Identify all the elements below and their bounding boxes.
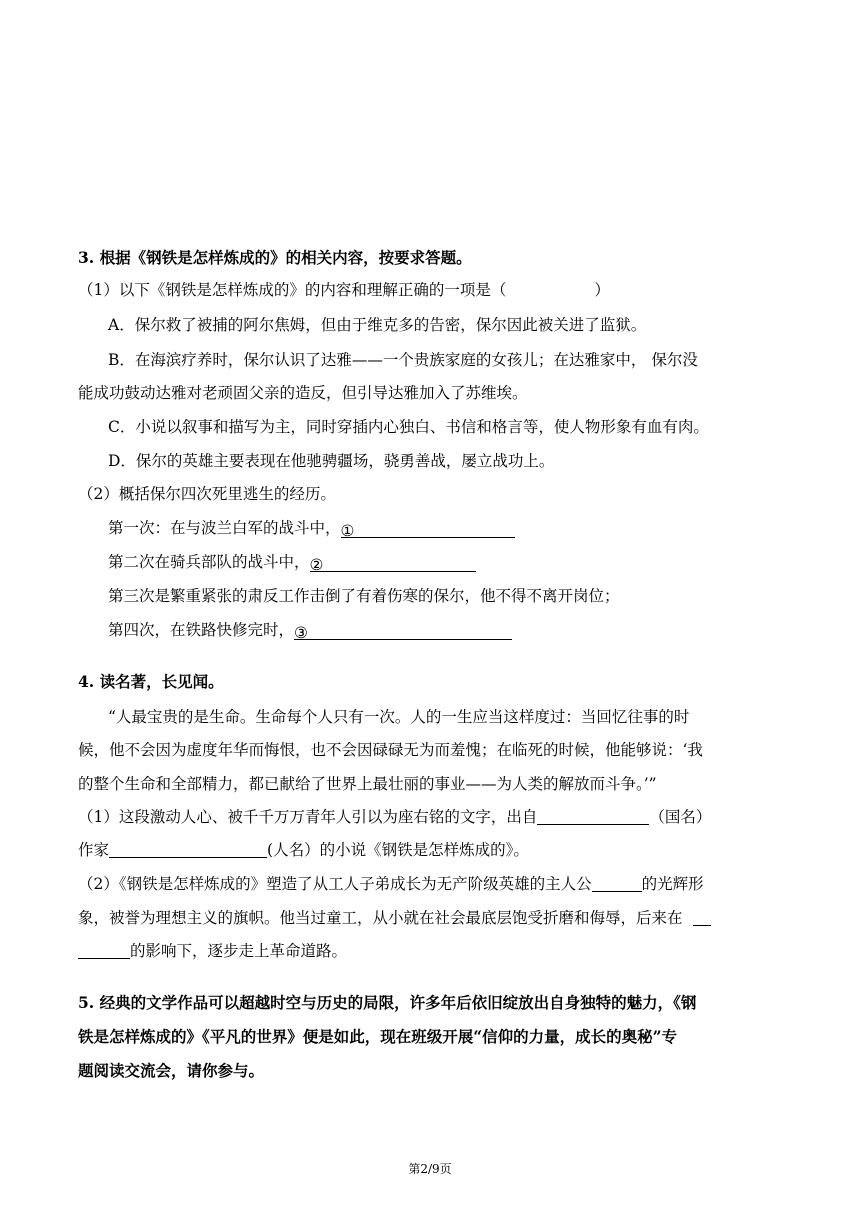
q3-part2: （2）概括保尔四次死里逃生的经历。 (78, 485, 336, 503)
first-escape-text: 第一次：在与波兰白军的战斗中， (108, 519, 341, 537)
q4-part2-text-b: 的光辉形 (641, 875, 704, 893)
first-escape-mark: ① (340, 522, 355, 540)
q5-line1: 5. 经典的文学作品可以超越时空与历史的局限，许多年后依旧绽放出自身独特的魅力，《钢 (78, 993, 697, 1012)
author-blank[interactable] (109, 841, 267, 858)
q4-part2-line3 (78, 941, 347, 961)
q3-title: 3. 根据《钢铁是怎样炼成的》的相关内容，按要求答题。 (78, 248, 472, 267)
q5-line2: 铁是怎样炼成的》《平凡的世界》便是如此，现在班级开展“信仰的力量，成长的奥秘”专 (78, 1027, 678, 1046)
q4-part2-line1 (78, 874, 704, 894)
q3-option-a: A．保尔救了被捕的阿尔焦姆，但由于维克多的告密，保尔因此被关进了监狱。 (108, 316, 647, 334)
q5-line3: 题阅读交流会，请你参与。 (78, 1061, 265, 1080)
q3-fourth-escape (108, 620, 512, 640)
q3-part1-close: ） (594, 281, 610, 299)
q4-quote-line3: 的整个生命和全部精力，都已献给了世界上最壮丽的事业——为人类的解放而斗争。’” (78, 775, 657, 793)
q3-part1 (78, 280, 610, 300)
q4-quote-line2: 候，他不会因为虚度年华而悔恨，也不会因碌碌无为而羞愧；在临死的时候，他能够说：‘我 (78, 741, 703, 759)
protagonist-blank[interactable] (592, 875, 642, 892)
q4-part2-text-c: 象，被誉为理想主义的旗帜。他当过童工，从小就在社会最底层饱受折磨和侮辱，后来在 (78, 909, 683, 927)
influence-blank-end[interactable] (78, 942, 130, 959)
second-escape-text: 第二次在骑兵部队的战斗中， (108, 553, 310, 571)
fourth-escape-blank[interactable] (294, 623, 512, 640)
q3-first-escape (108, 518, 515, 538)
influence-blank-start[interactable] (693, 909, 711, 926)
second-escape-blank[interactable] (310, 555, 476, 572)
page-number: 第2/9页 (408, 1162, 452, 1176)
q3-part1-prompt: （1）以下《钢铁是怎样炼成的》的内容和理解正确的一项是（ (78, 281, 507, 299)
q4-part1-text-b: （国名） (649, 808, 712, 826)
q3-option-b-line2: 能成功鼓动达雅对老顽固父亲的造反，但引导达雅加入了苏维埃。 (78, 384, 528, 402)
q4-part2-text-d: 的影响下，逐步走上革命道路。 (130, 942, 348, 960)
q3-option-b-line1: B．在海滨疗养时，保尔认识了达雅——一个贵族家庭的女孩儿；在达雅家中， 保尔没 (108, 351, 698, 369)
q3-option-d: D．保尔的英雄主要表现在他驰骋疆场，骁勇善战，屡立战功上。 (108, 452, 555, 470)
q4-part1-text-c: 作家 (78, 841, 110, 859)
first-escape-blank[interactable] (341, 521, 515, 538)
q3-option-c: C．小说以叙事和描写为主，同时穿插内心独白、书信和格言等，使人物形象有血有肉。 (108, 418, 709, 436)
q4-part2-line2 (78, 908, 711, 928)
country-blank[interactable] (537, 808, 649, 825)
q4-part1-line2 (78, 840, 529, 860)
q4-part2-text-a: （2）《钢铁是怎样炼成的》塑造了从工人子弟成长为无产阶级英雄的主人公 (78, 875, 592, 893)
fourth-escape-mark: ③ (294, 624, 308, 642)
q4-part1-text-d: (人名）的小说《钢铁是怎样炼成的》。 (267, 841, 529, 859)
q4-part1-text-a: （1）这段激动人心、被千千万万青年人引以为座右铭的文字，出自 (78, 808, 538, 826)
q4-title: 4. 读名著，长见闻。 (78, 672, 224, 691)
second-escape-mark: ② (309, 556, 324, 574)
q4-part1-line1 (78, 807, 711, 827)
fourth-escape-text: 第四次，在铁路快修完时， (108, 621, 295, 639)
q3-third-escape: 第三次是繁重紧张的肃反工作击倒了有着伤寒的保尔，他不得不离开岗位； (108, 587, 620, 605)
q3-second-escape (108, 552, 476, 572)
q4-quote-line1: “人最宝贵的是生命。生命每个人只有一次。人的一生应当这样度过：当回忆往事的时 (108, 708, 690, 726)
